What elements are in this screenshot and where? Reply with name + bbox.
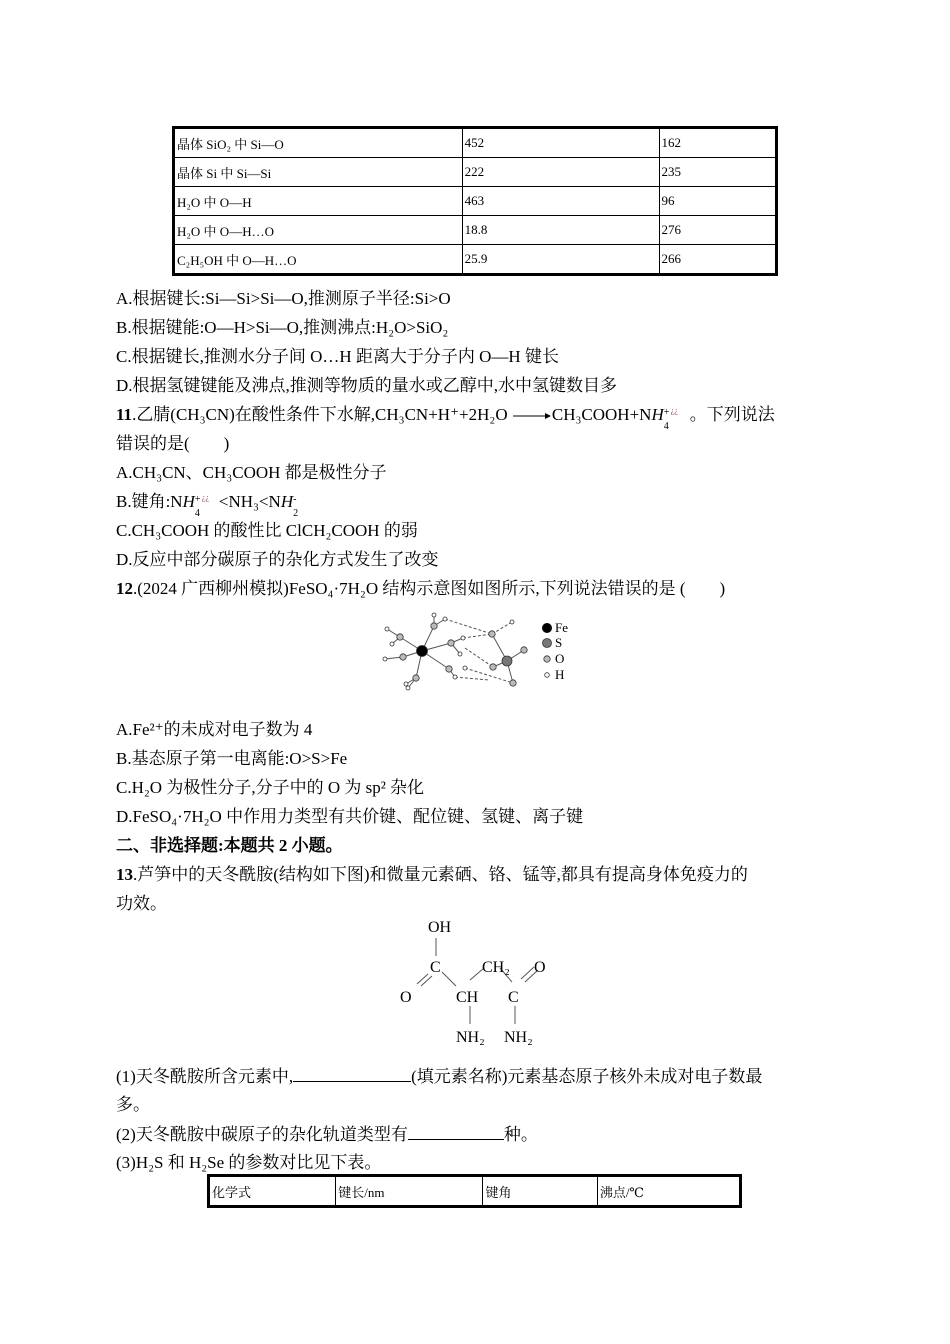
ammonium-sub: 4 [663, 421, 669, 432]
table-row [174, 245, 777, 275]
answer-blank-hybrid-count[interactable] [408, 1123, 504, 1140]
amine-group-b: NH₂ [504, 1029, 533, 1046]
table-cell: 235 [659, 158, 776, 187]
q11-option-a: A.CH₃CN、CH₃COOH 都是极性分子 [116, 463, 387, 482]
answer-blank-element[interactable] [293, 1065, 411, 1082]
nh2-sub: 2 [293, 508, 299, 519]
carbon-1: C [430, 959, 441, 976]
table-cell: H₂O 中 O—H [174, 187, 463, 216]
oh-group: OH [428, 919, 452, 936]
ammonium-h: H [651, 405, 664, 424]
legend-s-label: S [555, 635, 563, 650]
legend-s-dot [541, 637, 553, 649]
table-cell: 452 [462, 128, 659, 158]
q11-b-pre: B.键角:N [116, 492, 183, 511]
legend-o-dot [541, 653, 553, 665]
asparagine-structure [390, 912, 570, 1052]
nh4-sub: 4 [194, 508, 200, 519]
ammonium-charge [663, 406, 690, 432]
table2-header-boiling-point: 沸点/℃ [597, 1176, 740, 1207]
q12-stem [116, 578, 725, 600]
nh4-plus: + [194, 494, 201, 505]
q10-option-d: D.根据氢键键能及沸点,推测等物质的量水或乙醇中,水中氢键数目多 [116, 376, 618, 395]
skeleton-bonds [417, 938, 538, 1024]
ch-group: CH [456, 989, 479, 1006]
table2-header-formula: 化学式 [209, 1176, 336, 1207]
legend-fe-label: Fe [555, 620, 568, 635]
q13-p2-post: 种。 [503, 1125, 538, 1144]
table-cell: C₂H₅OH 中 O—H…O [174, 245, 463, 275]
section-2-heading: 二、非选择题:本题共 2 小题。 [116, 836, 343, 855]
bond-data-table [172, 126, 778, 276]
nh2-minus: - [293, 494, 297, 505]
q11-option-b [116, 491, 301, 519]
q12-stem-text: .(2024 广西柳州模拟)FeSO₄·7H₂O 结构示意图如图所示,下列说法错误的是 ( ) [133, 579, 726, 598]
q11-stem-part1: .乙腈(CH₃CN)在酸性条件下水解,CH₃CN+H⁺+2H₂O [132, 405, 508, 424]
feso4-structure-diagram [370, 610, 550, 710]
q10-option-a: A.根据键长:Si—Si>Si—O,推测原子半径:Si>O [116, 289, 451, 308]
table-row [174, 216, 777, 245]
q11-option-d: D.反应中部分碳原子的杂化方式发生了改变 [116, 550, 439, 569]
q13-stem-text: .芦笋中的天冬酰胺(结构如下图)和微量元素硒、铬、锰等,都具有提高身体免疫力的 [133, 865, 748, 884]
legend-h-label: H [555, 667, 565, 682]
q13-part1-line2: 多。 [116, 1095, 150, 1114]
table-cell: 18.8 [462, 216, 659, 245]
nh4-h: H [182, 492, 195, 511]
q11-b-mid: <NH₃<N [218, 492, 281, 511]
q13-p1-post: (填元素名称)元素基态原子核外未成对电子数最 [411, 1067, 763, 1086]
oxygen-left: O [400, 989, 412, 1006]
table-cell: 晶体 SiO₂ 中 Si—O [174, 128, 463, 158]
atoms [383, 613, 527, 690]
hydrogen-bond-lines [445, 619, 513, 683]
carbon-2: C [508, 989, 519, 1006]
table-cell: 25.9 [462, 245, 659, 275]
table-cell: 222 [462, 158, 659, 187]
q13-part2 [116, 1123, 538, 1146]
legend-h-dot [541, 669, 553, 681]
ammonium-plus: + [663, 407, 670, 418]
table-cell: 162 [659, 128, 776, 158]
q13-p1-pre: (1)天冬酰胺所含元素中, [116, 1067, 294, 1086]
ammonium-glyph: ¿¿ [670, 406, 678, 415]
q11-stem-line1 [116, 404, 775, 432]
bond-table-body [174, 128, 777, 275]
table2-header-bond-length: 键长/nm [336, 1176, 483, 1207]
q10-option-b: B.根据键能:O—H>Si—O,推测沸点:H₂O>SiO₂ [116, 318, 449, 337]
nh4-glyph: ¿¿ [201, 493, 209, 502]
nh4-charge [194, 493, 219, 519]
q11-stem-part3: 。下列说法 [689, 405, 775, 424]
q10-option-c: C.根据键长,推测水分子间 O…H 距离大于分子内 O—H 键长 [116, 347, 559, 366]
q13-number: 13 [116, 865, 133, 884]
table-cell: 晶体 Si 中 Si—Si [174, 158, 463, 187]
q12-option-d: D.FeSO₄·7H₂O 中作用力类型有共价键、配位键、氢键、离子键 [116, 807, 584, 826]
q13-p2-pre: (2)天冬酰胺中碳原子的杂化轨道类型有 [116, 1125, 408, 1144]
q12-option-a: A.Fe²⁺的未成对电子数为 4 [116, 720, 313, 739]
q13-stem-line1 [116, 864, 748, 886]
q11-option-c: C.CH₃COOH 的酸性比 ClCH₂COOH 的弱 [116, 521, 418, 540]
nh2-h: H [280, 492, 294, 511]
table-cell: 96 [659, 187, 776, 216]
q13-part3: (3)H₂S 和 H₂Se 的参数对比见下表。 [116, 1153, 382, 1172]
table2-header-row [209, 1176, 741, 1207]
h2s-h2se-table [207, 1174, 742, 1208]
q12-option-b: B.基态原子第一电离能:O>S>Fe [116, 749, 348, 768]
table-cell: 276 [659, 216, 776, 245]
q11-stem-line2: 错误的是( ) [116, 434, 230, 453]
q11-number: 11 [116, 405, 133, 424]
ch2-group: CH₂ [482, 959, 510, 976]
legend-o-label: O [555, 651, 565, 666]
q12-number: 12 [116, 579, 133, 598]
oxygen-right: O [534, 959, 546, 976]
legend-fe-dot [541, 622, 553, 634]
amine-group-a: NH₂ [456, 1029, 485, 1046]
q13-stem-line2: 功效。 [116, 894, 167, 913]
q13-part1-line1 [116, 1065, 762, 1088]
reaction-arrow-icon [513, 411, 551, 421]
table-cell: 463 [462, 187, 659, 216]
table-cell: 266 [659, 245, 776, 275]
q11-stem-part2: CH₃COOH+N [551, 405, 652, 424]
table-row [174, 128, 777, 158]
table-row [174, 158, 777, 187]
q12-option-c: C.H₂O 为极性分子,分子中的 O 为 sp² 杂化 [116, 778, 425, 797]
nh2-charge [293, 494, 301, 519]
table2-header-bond-angle: 键角 [483, 1176, 597, 1207]
table-cell: H₂O 中 O—H…O [174, 216, 463, 245]
table-row [174, 187, 777, 216]
